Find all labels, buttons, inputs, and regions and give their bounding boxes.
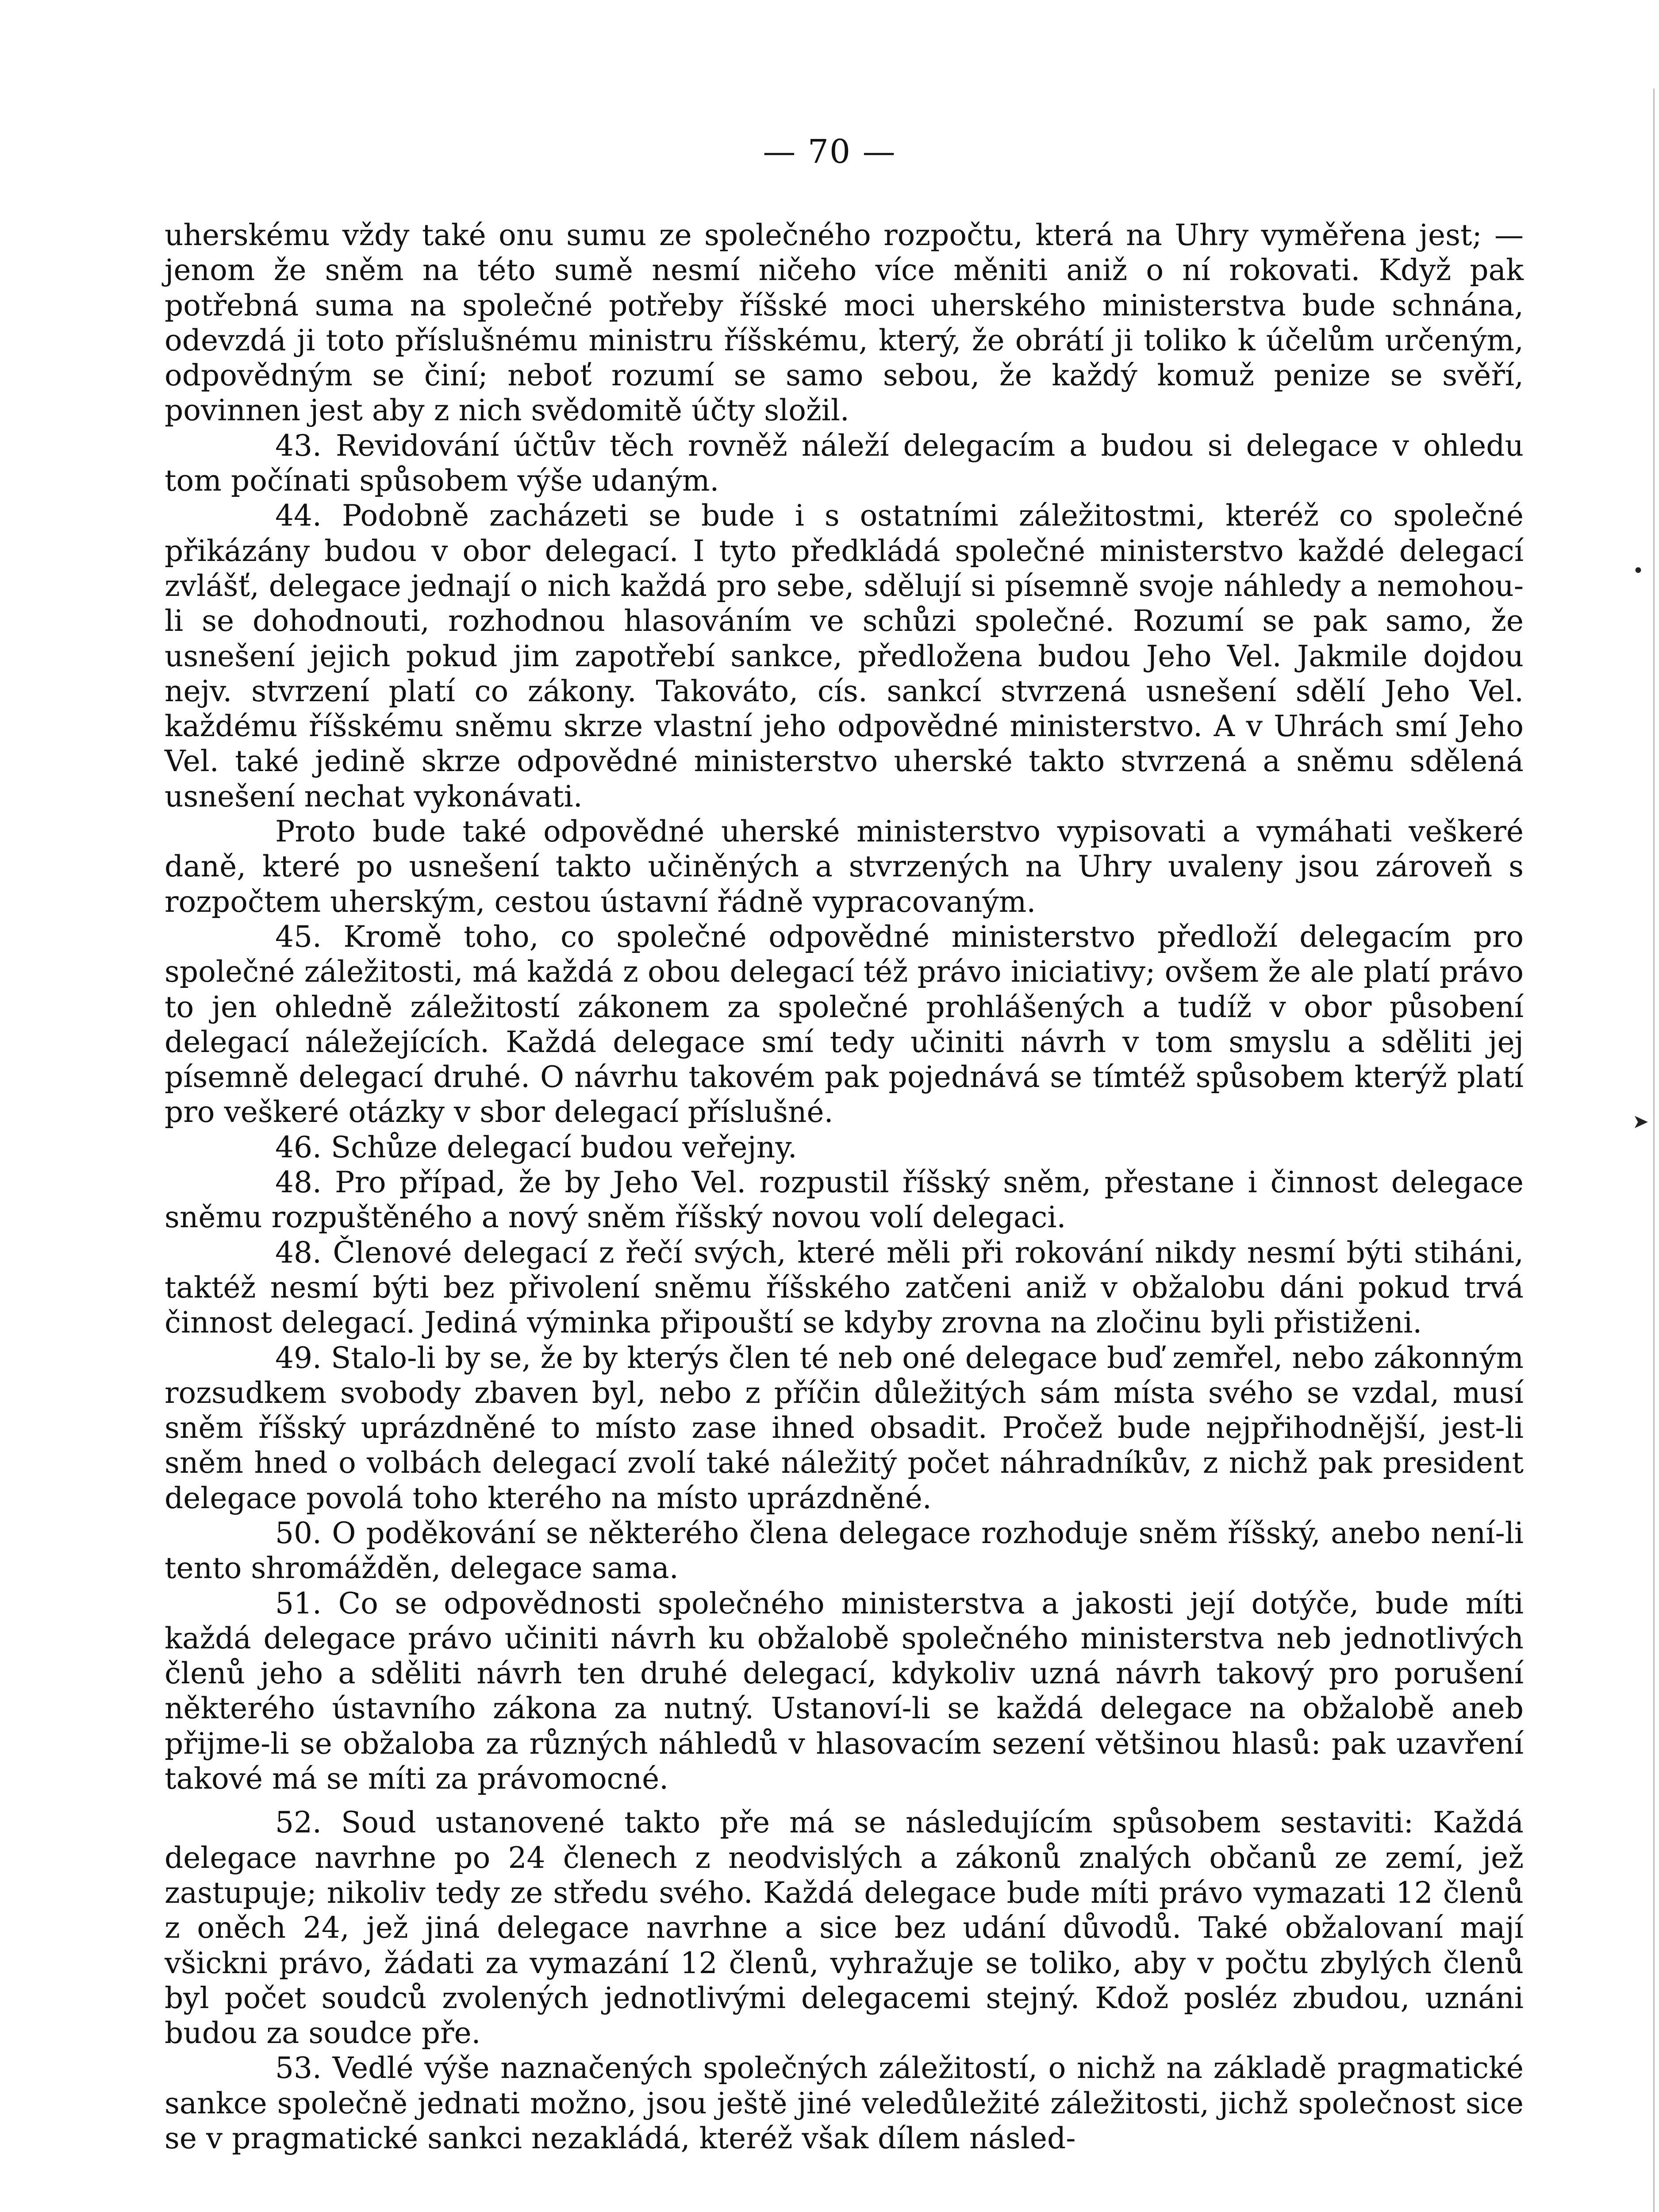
- paragraph-43: 43. Revidování účtův těch rovněž náleží delegacím a budou si delegace v ohledu tom počínati spůsobem výše udaným.: [165, 428, 1524, 498]
- margin-mark-bottom: ➤: [1632, 1110, 1649, 1133]
- paragraph-52: 52. Soud ustanovené takto pře má se následujícím spůsobem sestaviti: Každá delegace navrhne po 24 členech z neodvislých a zákonů znalých občanů ze zemí, jež zastupuje; nikoliv tedy ze středu svého. Každá delegace bude míti právo vymazati 12 členů z oněch 24, jež jiná delegace navrhne a sice bez udání důvodů. Také obžalovaní mají všickni právo, žádati za vymazání 12 členů, vyhražuje se toliko, aby v počtu zbylých členů byl počet soudců zvolených jednotlivými delegacemi stejný. Kdož posléz zbudou, uznáni budou za soudce pře.: [165, 1805, 1524, 2051]
- paragraph-44: 44. Podobně zacházeti se bude i s ostatními záležitostmi, kteréž co společné přikázány budou v obor delegací. I tyto předkládá společné ministerstvo každé delegací zvlášť, delegace jednají o nich každá pro sebe, sdělují si písemně svoje náhledy a nemohou-li se dohodnouti, rozhodnou hlasováním ve schůzi společné. Rozumí se pak samo, že usnešení jejich pokud jim zapotřebí sankce, předložena budou Jeho Vel. Jakmile dojdou nejv. stvrzení platí co zákony. Takováto, cís. sankcí stvrzená usnešení sdělí Jeho Vel. každému říšskému sněmu skrze vlastní jeho odpovědné ministerstvo. A v Uhrách smí Jeho Vel. také jedině skrze odpovědné ministerstvo uherské takto stvrzená a sněmu sdělená usnešení nechat vykonávati.: [165, 499, 1524, 814]
- paragraph-49: 49. Stalo-li by se, že by kterýs člen té neb oné delegace buď zemřel, nebo zákonným rozsudkem svobody zbaven byl, nebo z příčin důležitých sám místa svého se vzdal, musí sněm říšský uprázdněné to místo zase ihned obsadit. Pročež bude nejpřihodnější, jest-li sněm hned o volbách delegací zvolí také náležitý počet náhradníkův, z nichž pak president delegace povolá toho kterého na místo uprázdněné.: [165, 1340, 1524, 1515]
- paragraph-51: 51. Co se odpovědnosti společného ministerstva a jakosti její dotýče, bude míti každá delegace právo učiniti návrh ku obžalobě společného ministerstva neb jednotlivých členů jeho a sděliti návrh ten druhé delegací, kdykoliv uzná návrh takový pro porušení některého ústavního zákona za nutný. Ustanoví-li se každá delegace na obžalobě aneb přijme-li se obžaloba za různých náhledů v hlasovacím sezení většinou hlasů: pak uzavření takové má se míti za právomocné.: [165, 1586, 1524, 1796]
- paragraph-continuation: uherskému vždy také onu sumu ze společného rozpočtu, která na Uhry vyměřena jest; — jenom že sněm na této sumě nesmí ničeho více měniti aniž o ní rokovati. Když pak potřebná suma na společné potřeby říšské moci uherského ministerstva bude schnána, odevzdá ji toto příslušnému ministru říšskému, který, že obrátí ji toliko k účelům určeným, odpovědným se činí; neboť rozumí se samo sebou, že každý komuž penize se svěří, povinnen jest aby z nich svědomitě účty složil.: [165, 218, 1524, 428]
- paragraph-50: 50. O poděkování se některého člena delegace rozhoduje sněm říšský, anebo není-li tento shromážděn, delegace sama.: [165, 1516, 1524, 1586]
- page-number: — 70 —: [763, 133, 896, 171]
- body-text: [165, 218, 1524, 2156]
- paragraph-53: 53. Vedlé výše naznačených společných záležitostí, o nichž na základě pragmatické sankce společně jednati možno, jsou ještě jiné veledůležité záležitosti, jichž společnost sice se v pragmatické sankci nezakládá, kteréž však dílem násled-: [165, 2051, 1524, 2156]
- paragraph-45: 45. Kromě toho, co společné odpovědné ministerstvo předloží delegacím pro společné záležitosti, má každá z obou delegací též právo iniciativy; ovšem že ale platí právo to jen ohledně záležitostí zákonem za společné prohlášených a tudíž v obor působení delegací náležejících. Každá delegace smí tedy učiniti návrh v tom smyslu a sděliti jej písemně delegací druhé. O návrhu takovém pak pojednává se tímtéž spůsobem kterýž platí pro veškeré otázky v sbor delegací příslušné.: [165, 919, 1524, 1129]
- paragraph-44-continued: Proto bude také odpovědné uherské ministerstvo vypisovati a vymáhati veškeré daně, které po usnešení takto učiněných a stvrzených na Uhry uvaleny jsou zároveň s rozpočtem uherským, cestou ústavní řádně vypracovaným.: [165, 814, 1524, 919]
- paragraph-48-b: 48. Členové delegací z řečí svých, které měli při rokování nikdy nesmí býti stiháni, taktéž nesmí býti bez přivolení sněmu říšského zatčeni aniž v obžalobu dáni pokud trvá činnost delegací. Jediná výminka připouští se kdyby zrovna na zločinu byli přistiženi.: [165, 1235, 1524, 1340]
- paragraph-46: 46. Schůze delegací budou veřejny.: [275, 1130, 797, 1164]
- margin-mark-top: •: [1632, 560, 1644, 582]
- paragraph-48-a: 48. Pro případ, že by Jeho Vel. rozpustil říšský sněm, přestane i činnost delegace sněmu rozpuštěného a nový sněm říšský novou volí delegaci.: [165, 1165, 1524, 1235]
- page-edge-line: [1653, 88, 1655, 2212]
